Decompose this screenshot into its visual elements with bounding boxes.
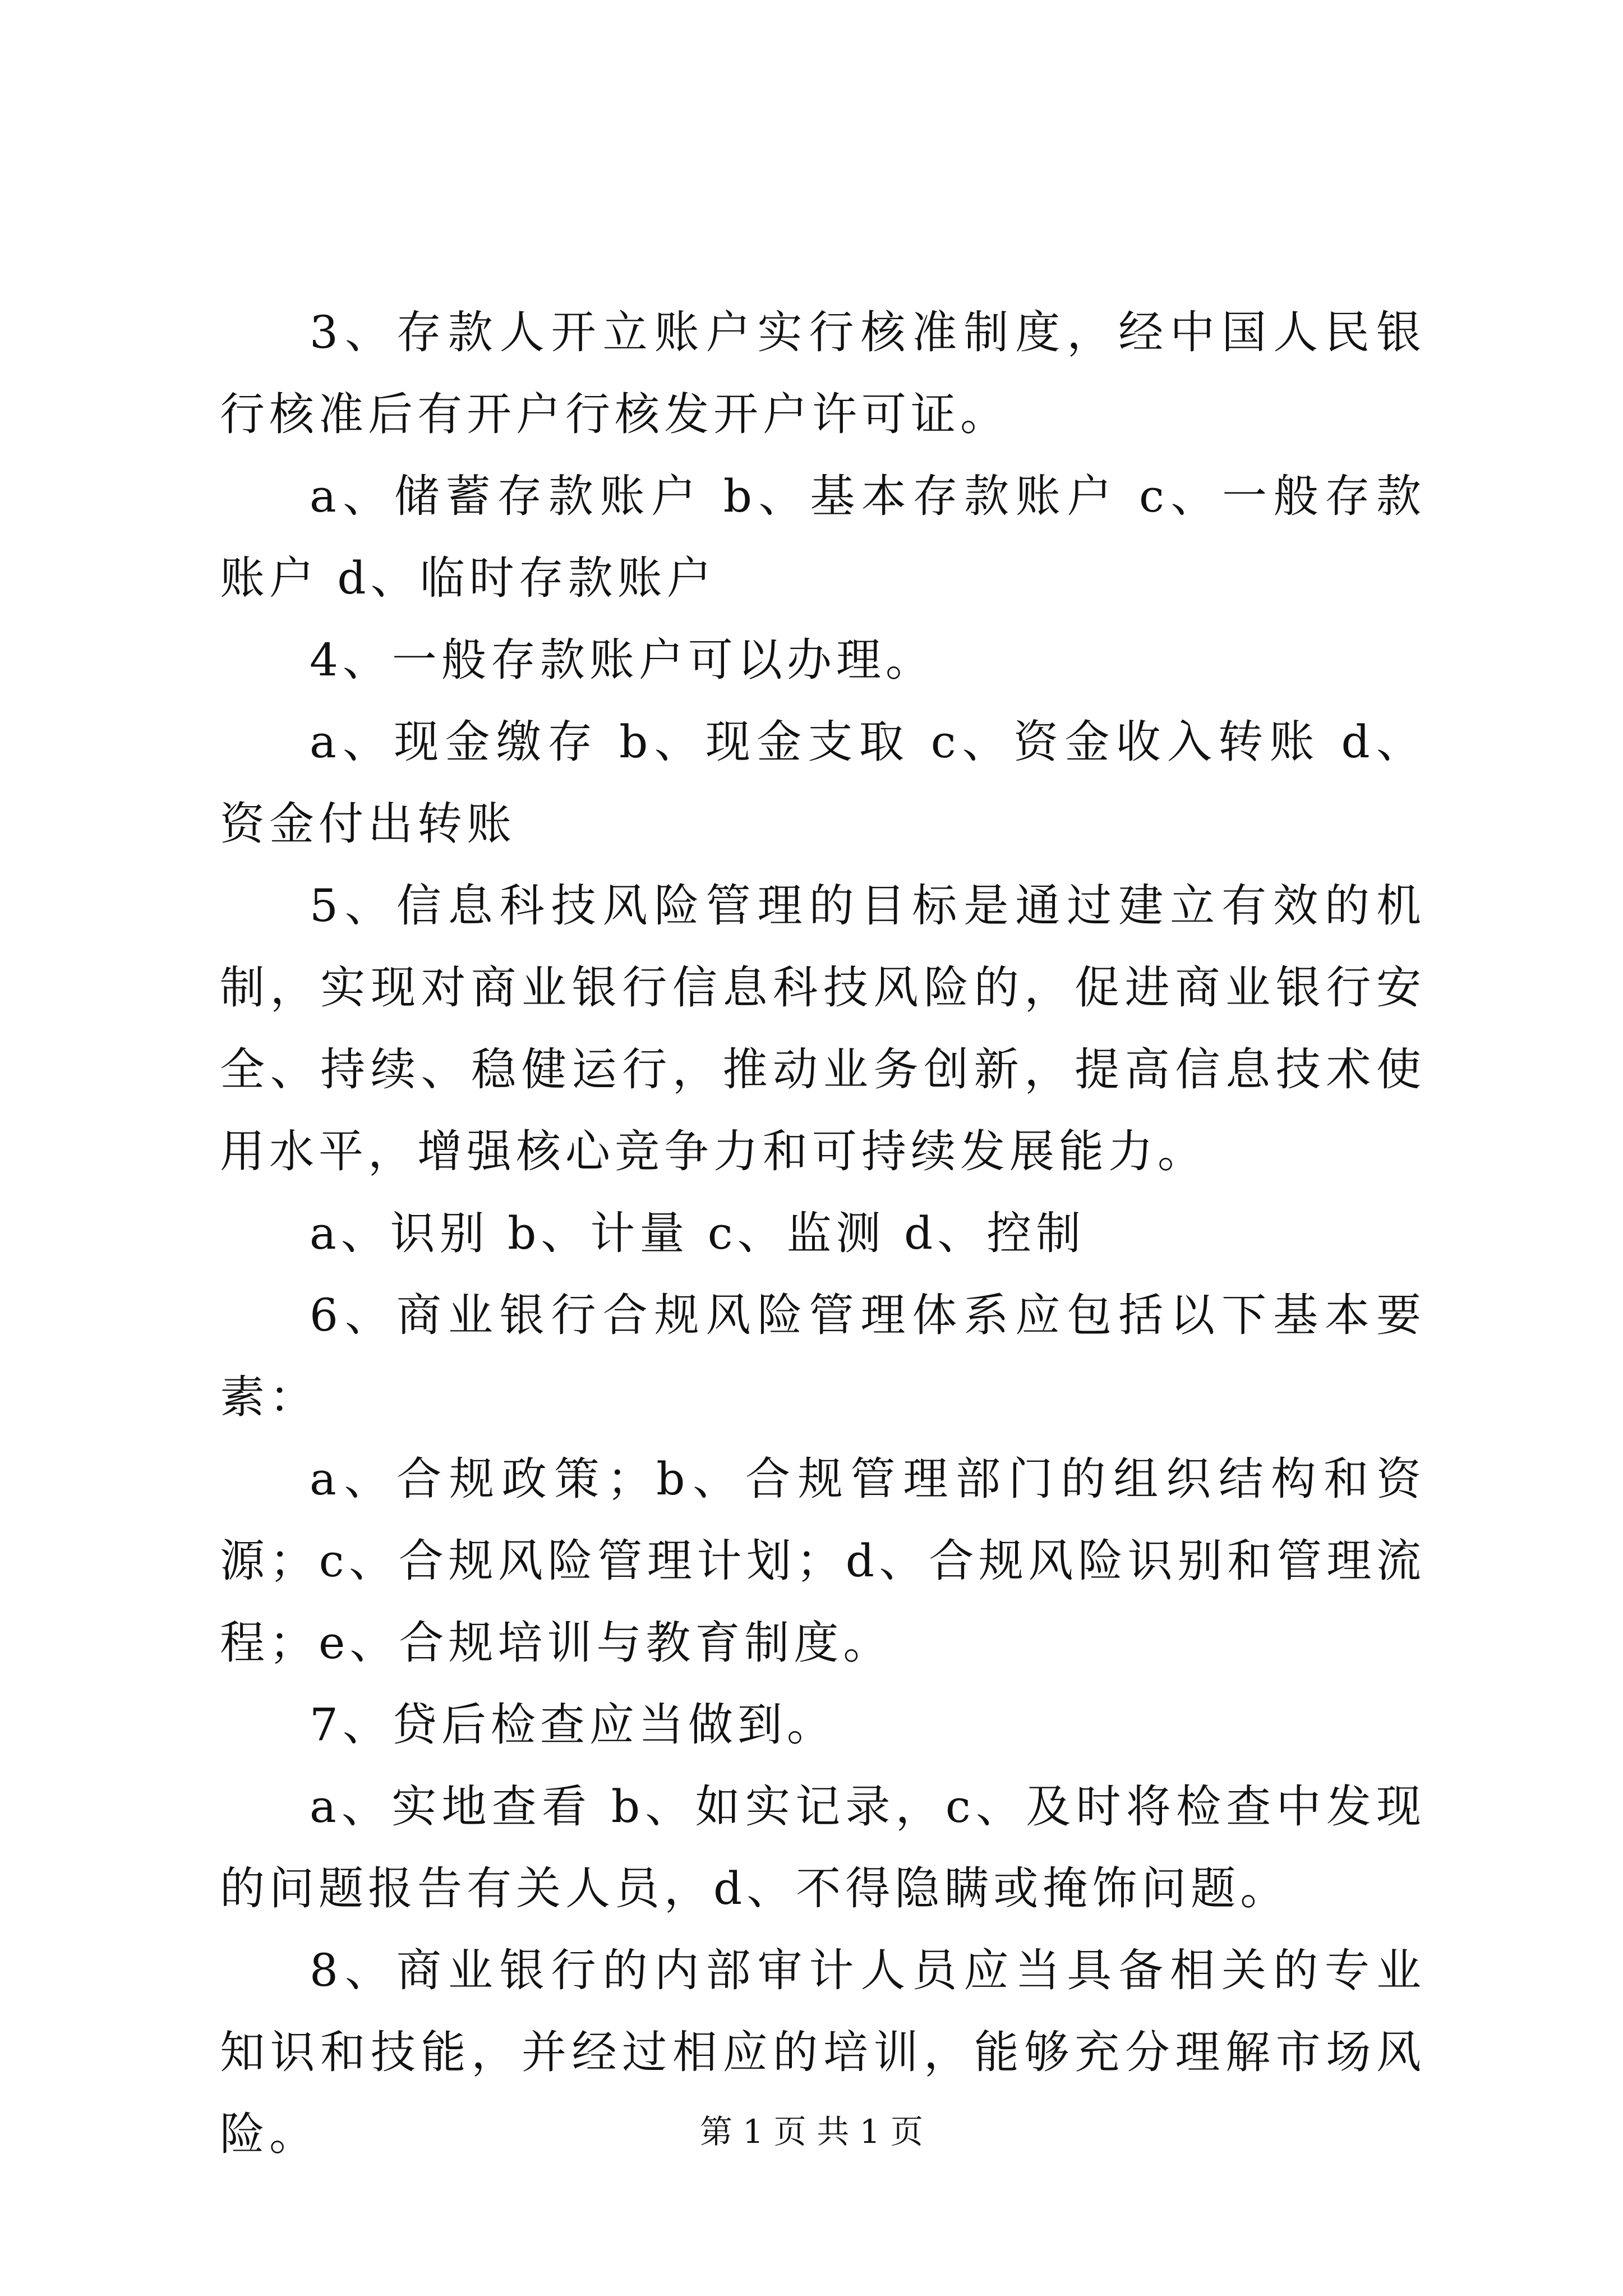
paragraph-options-6: a、合规政策；b、合规管理部门的组织结构和资源；c、合规风险管理计划；d、合规风险识别和管理流程；e、合规培训与教育制度。 xyxy=(220,1453,1426,1669)
document-body xyxy=(220,292,1426,2175)
paragraph-options-4: a、现金缴存 b、现金支取 c、资金收入转账 d、资金付出转账 xyxy=(220,716,1426,850)
paragraph-question-7: 7、贷后检查应当做到。 xyxy=(310,1699,836,1751)
paragraph-options-7: a、实地查看 b、如实记录，c、及时将检查中发现的问题报告有关人员，d、不得隐瞒或掩饰问题。 xyxy=(220,1780,1426,1915)
page-footer: 第 1 页 共 1 页 xyxy=(700,2113,923,2151)
paragraph-options-3: a、储蓄存款账户 b、基本存款账户 c、一般存款账户 d、临时存款账户 xyxy=(220,470,1426,604)
paragraph-question-5: 5、信息科技风险管理的目标是通过建立有效的机制，实现对商业银行信息科技风险的，促进商业银行安全、持续、稳健运行，推动业务创新，提高信息技术使用水平，增强核心竞争力和可持续发展能力。 xyxy=(220,880,1426,1177)
paragraph-question-6: 6、商业银行合规风险管理体系应包括以下基本要素： xyxy=(220,1289,1426,1423)
paragraph-options-5: a、识别 b、计量 c、监测 d、控制 xyxy=(310,1207,1086,1259)
paragraph-question-8: 8、商业银行的内部审计人员应当具备相关的专业知识和技能，并经过相应的培训，能够充分理解市场风险。 xyxy=(220,1944,1426,2160)
paragraph-question-4: 4、一般存款账户可以办理。 xyxy=(310,634,935,686)
paragraph-question-3: 3、存款人开立账户实行核准制度，经中国人民银行核准后有开户行核发开户许可证。 xyxy=(220,306,1426,440)
